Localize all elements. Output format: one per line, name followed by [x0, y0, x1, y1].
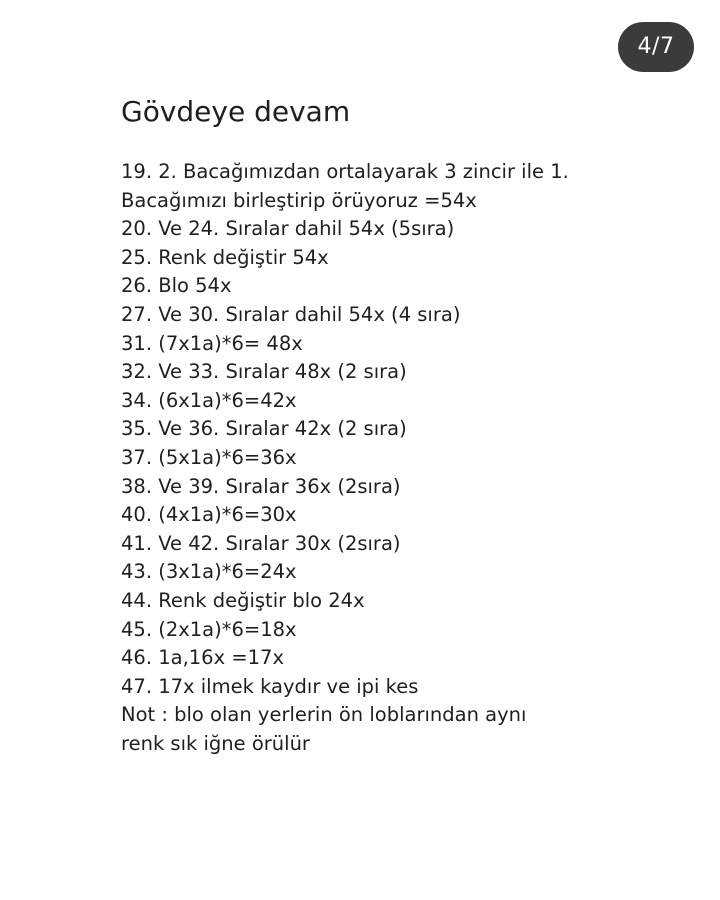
- instruction-line: 44. Renk değiştir blo 24x: [121, 588, 365, 612]
- instruction-line: 31. (7x1a)*6= 48x: [121, 331, 303, 355]
- page-title: Gövdeye devam: [121, 95, 351, 128]
- instruction-line: 41. Ve 42. Sıralar 30x (2sıra): [121, 531, 401, 555]
- instruction-line: 20. Ve 24. Sıralar dahil 54x (5sıra): [121, 217, 455, 241]
- instruction-line: 25. Renk değiştir 54x: [121, 245, 329, 269]
- instruction-line: 47. 17x ilmek kaydır ve ipi kes: [121, 674, 419, 698]
- note-line: Not : blo olan yerlerin ön loblarından aynı: [121, 703, 527, 727]
- instruction-line: 46. 1a,16x =17x: [121, 646, 285, 670]
- instruction-line: 38. Ve 39. Sıralar 36x (2sıra): [121, 474, 401, 498]
- instruction-line: 34. (6x1a)*6=42x: [121, 388, 297, 412]
- instruction-line: 35. Ve 36. Sıralar 42x (2 sıra): [121, 417, 407, 441]
- page-counter-badge: 4/7: [618, 22, 694, 72]
- instruction-line: 27. Ve 30. Sıralar dahil 54x (4 sıra): [121, 302, 461, 326]
- instruction-line: 40. (4x1a)*6=30x: [121, 503, 297, 527]
- instruction-line: Bacağımızı birleştirip örüyoruz =54x: [121, 188, 477, 212]
- note-line: renk sık iğne örülür: [121, 731, 310, 755]
- instruction-line: 19. 2. Bacağımızdan ortalayarak 3 zincir ile 1.: [121, 160, 569, 183]
- instruction-line: 26. Blo 54x: [121, 274, 232, 298]
- instruction-line: 32. Ve 33. Sıralar 48x (2 sıra): [121, 360, 407, 384]
- instruction-line: 43. (3x1a)*6=24x: [121, 560, 297, 584]
- pattern-instructions: [121, 158, 681, 758]
- instruction-line: 45. (2x1a)*6=18x: [121, 617, 297, 641]
- instruction-line: 37. (5x1a)*6=36x: [121, 445, 297, 469]
